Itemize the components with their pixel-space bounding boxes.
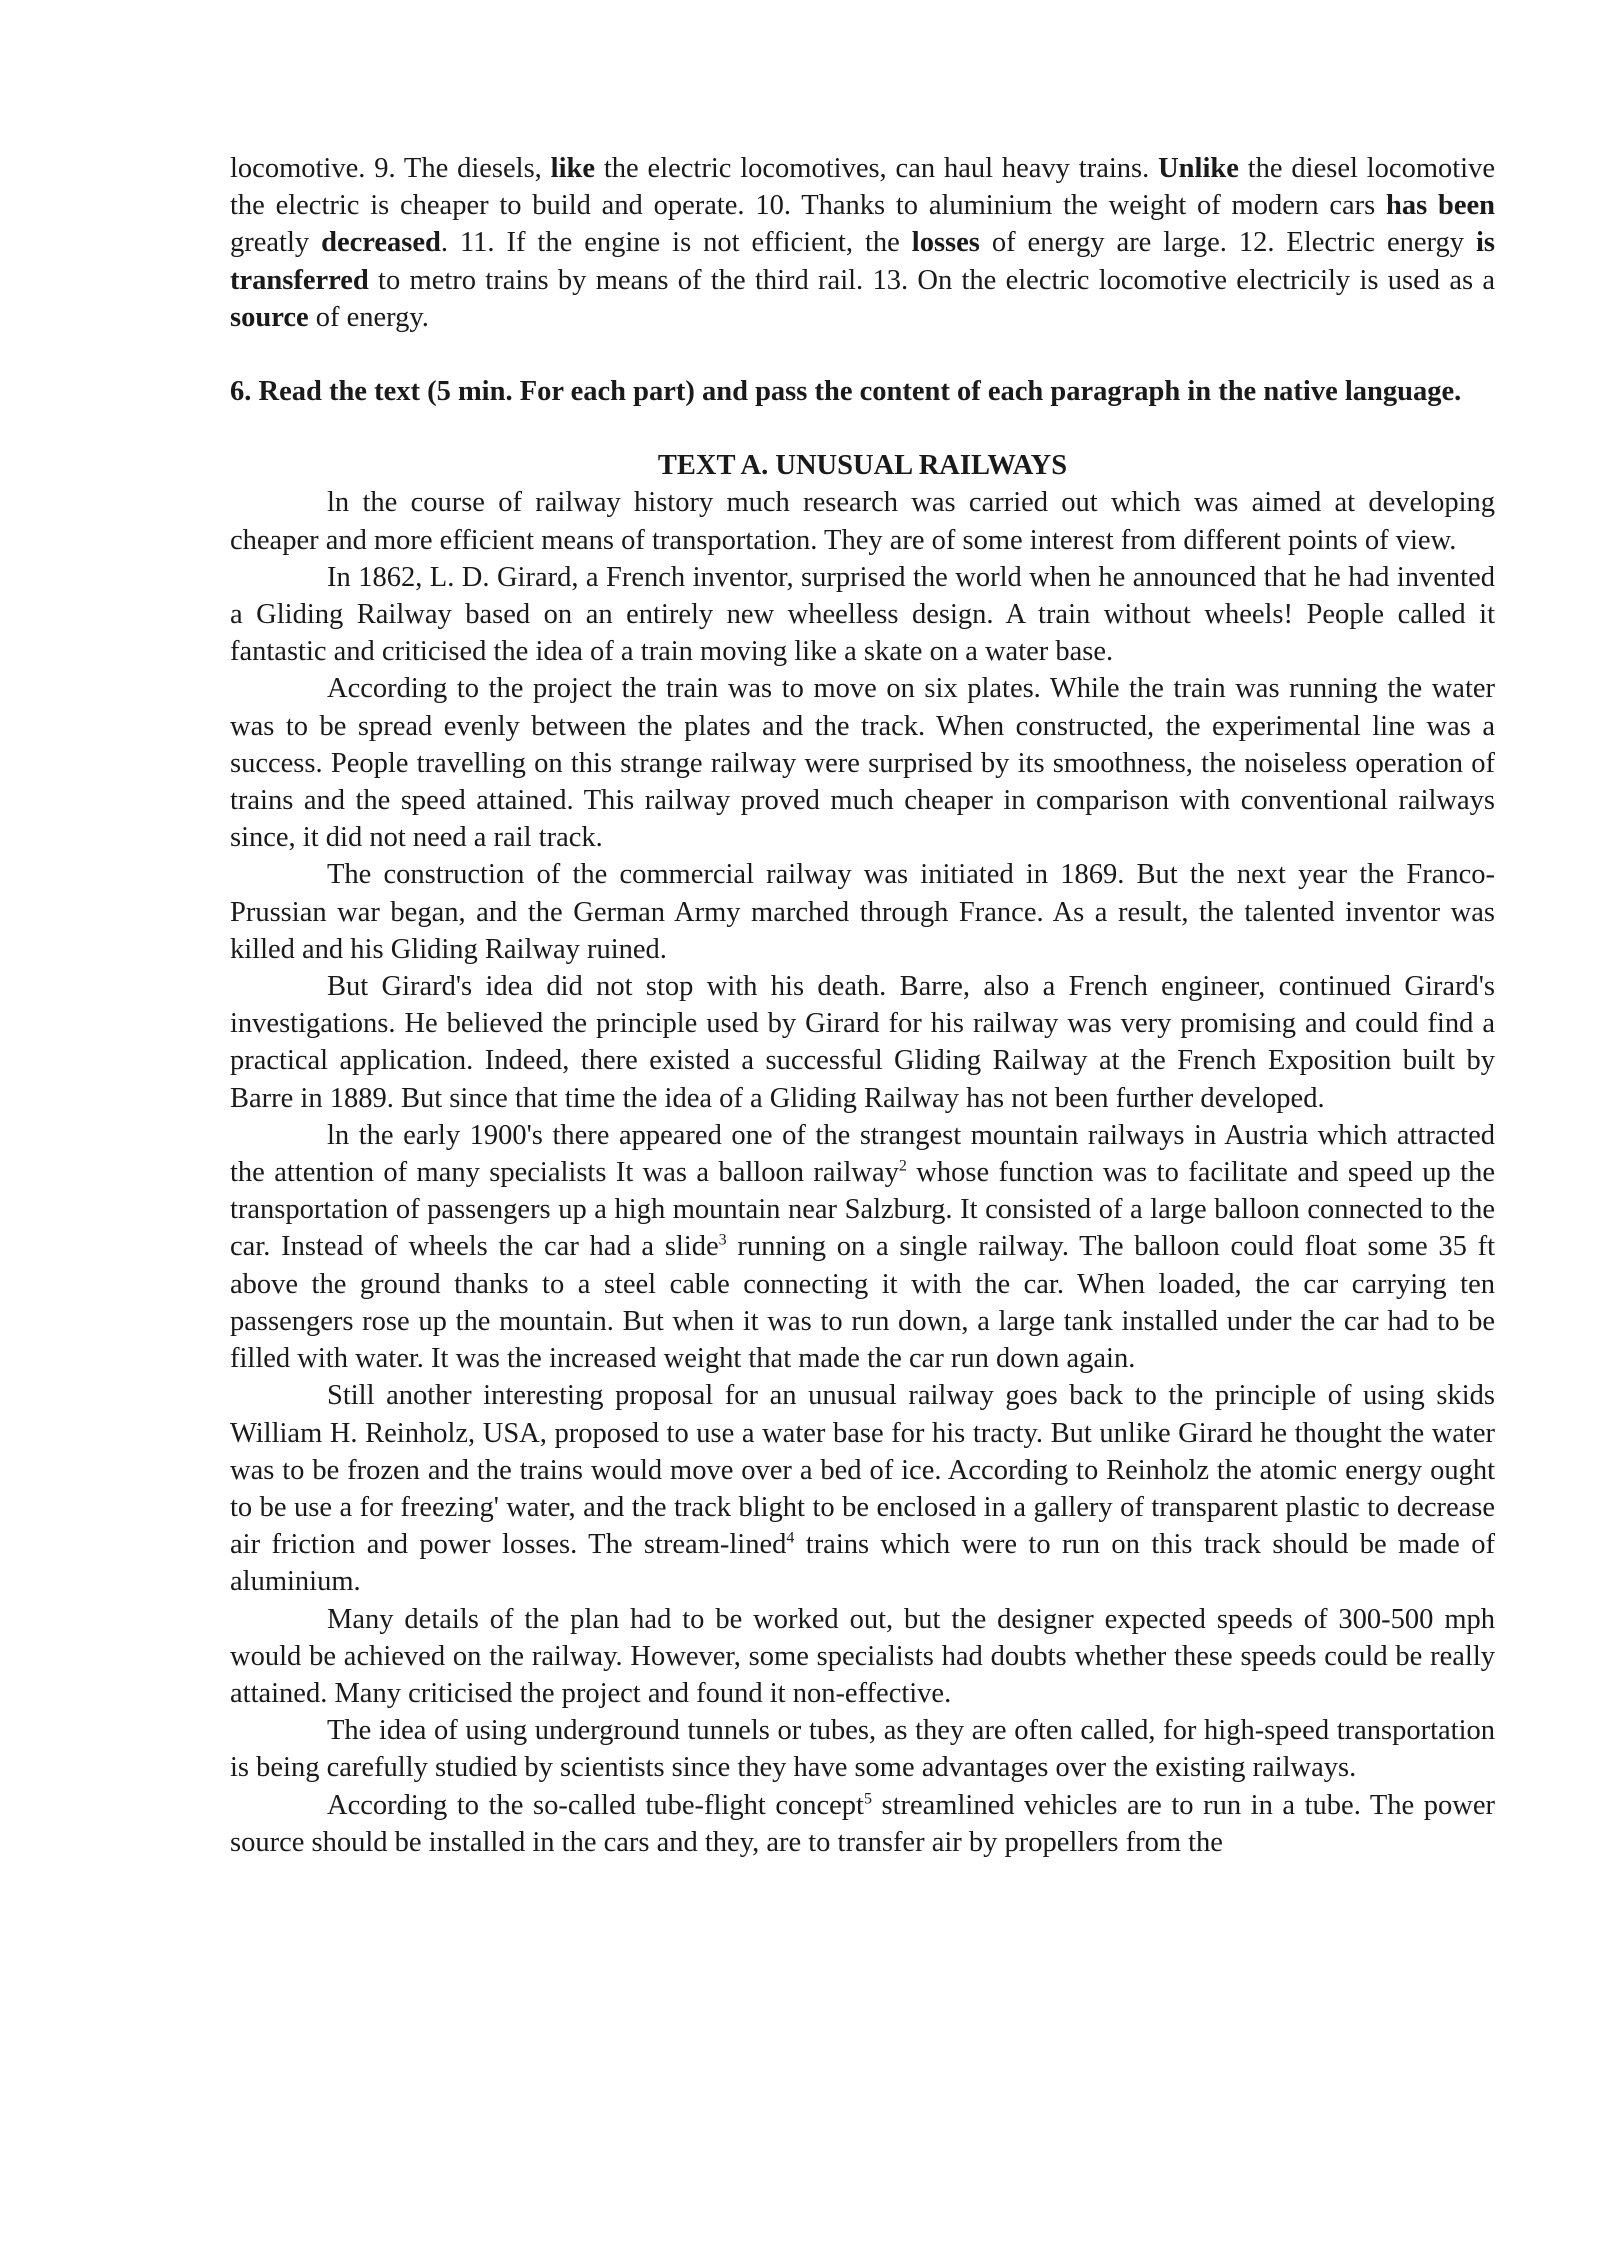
- paragraph: ln the course of railway history much research was carried out which was aimed at developing cheaper and more efficient means of transportation. They are of some interest from different points of view.: [230, 487, 1495, 556]
- bold-term: source: [230, 301, 309, 333]
- text-title: TEXT A. UNUSUAL RAILWAYS: [657, 450, 1068, 482]
- paragraph: The idea of using underground tunnels or tubes, as they are often called, for high-speed transportation is being carefully studied by scientists since they have some advantages over the existing railways.: [230, 1715, 1495, 1784]
- footnote-marker: 3: [718, 1231, 727, 1249]
- task-6-heading: 6. Read the text (5 min. For each part) and pass the content of each paragraph in the native language.: [230, 376, 1462, 408]
- bold-term: Unlike: [1158, 153, 1239, 184]
- paragraph: In 1862, L. D. Girard, a French inventor, surprised the world when he announced that he had invented a Gliding Railway based on an entirely new wheelless design. A train without wheels! People called it fantastic and criticised the idea of a train moving like a skate on a water base.: [230, 561, 1495, 668]
- bold-term: decreased: [321, 227, 441, 259]
- paragraph: The construction of the commercial railway was initiated in 1869. But the next year the Franco-Prussian war began, and the German Army marched through France. As a result, the talented inventor was killed and his Gliding Railway ruined.: [230, 859, 1495, 965]
- footnote-marker: 5: [863, 1790, 872, 1808]
- bold-term: like: [550, 153, 595, 184]
- exercise-5-tail: locomotive. 9. The diesels, like the electric locomotives, can haul heavy trains. Unlike the diesel locomotive the electric is cheaper to build and operate. 10. Thanks to aluminium the weight of modern cars has been greatly decreased. 11. If the engine is not efficient, the losses of energy are large. 12. Electric energy is transferred to metro trains by means of the third rail. 13. On the electric locomotive electricily is used as a source of energy.: [230, 153, 1495, 333]
- bold-term: is transferred: [230, 227, 1495, 296]
- paragraph: Still another interesting proposal for an unusual railway goes back to the principle of using skids William H. Reinholz, USA, proposed to use a water base for his tracty. But unlike Girard he thought the water was to be frozen and the trains would move over a bed of ice. According to Reinholz the atomic energy ought to be use a for freezing' water, and the track blight to be enclosed in a gallery of transparent plastic to decrease air friction and power losses. The stream-lined$^4$ trains which were to run on this track should be made of aluminium.: [230, 1380, 1495, 1598]
- footnote-marker: 4: [786, 1529, 795, 1547]
- bold-term: has been: [1386, 190, 1495, 222]
- document-page: [230, 150, 1495, 1861]
- paragraph: According to the project the train was to move on six plates. While the train was running the water was to be spread evenly between the plates and the track. When constructed, the experimental line was a success. People travelling on this strange railway were surprised by its smoothness, the noiseless operation of trains and the speed attained. This railway proved much cheaper in comparison with conventional railways since, it did not need a rail track.: [230, 673, 1495, 854]
- paragraph: But Girard's idea did not stop with his death. Barre, also a French engineer, continued Girard's investigations. He believed the principle used by Girard for his railway was very promising and could find a practical application. Indeed, there existed a successful Gliding Railway at the French Exposition built by Barre in 1889. But since that time the idea of a Gliding Railway has not been further developed.: [230, 971, 1495, 1114]
- paragraph: ln the early 1900's there appeared one of the strangest mountain railways in Austria which attracted the attention of many specialists It was a balloon railway$^2$ whose function was to facilitate and speed up the transportation of passengers up a high mountain near Salzburg. It consisted of a large balloon connected to the car. Instead of wheels the car had a slide$^3$ running on a single railway. The balloon could float some 35 ft above the ground thanks to a steel cable connecting it with the car. When loaded, the car carrying ten passengers rose up the mountain. But when it was to run down, a large tank installed under the car had to be filled with water. It was the increased weight that made the car run down again.: [230, 1119, 1495, 1375]
- paragraph: According to the so-called tube-flight concept$^5$ streamlined vehicles are to run in a tube. The power source should be installed in the cars and they, are to transfer air by propellers from the: [230, 1789, 1495, 1858]
- bold-term: losses: [911, 227, 980, 259]
- text-body: [230, 484, 1495, 1861]
- paragraph: Many details of the plan had to be worked out, but the designer expected speeds of 300-500 mph would be achieved on the railway. However, some specialists had doubts whether these speeds could be really attained. Many criticised the project and found it non-effective.: [230, 1603, 1495, 1709]
- footnote-marker: 2: [898, 1157, 907, 1175]
